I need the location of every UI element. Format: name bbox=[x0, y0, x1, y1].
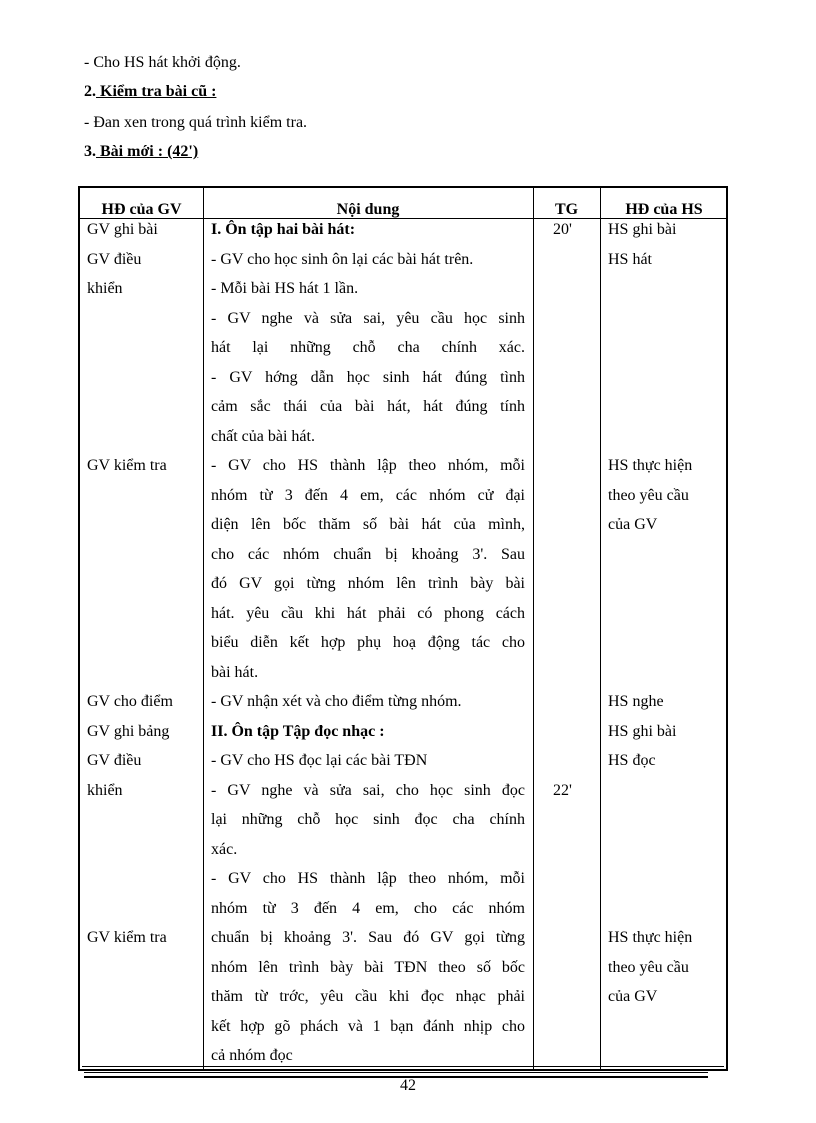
content-line: thăm từ trớc, yêu cầu khi đọc nhạc phải bbox=[211, 988, 525, 1005]
hs-cell: HS ghi bài bbox=[608, 722, 677, 740]
content-line: đó GV gọi từng nhóm lên trình bày bài bbox=[211, 575, 525, 592]
content-line: cho các nhóm chuẩn bị khoảng 3'. Sau bbox=[211, 545, 525, 563]
hs-cell: theo yêu cầu bbox=[608, 486, 689, 504]
gv-cell: khiển bbox=[87, 280, 123, 297]
section-heading-2-text: Kiểm tra bài cũ : bbox=[96, 83, 217, 100]
hs-cell: HS hát bbox=[608, 250, 652, 268]
column-divider bbox=[203, 188, 204, 1069]
gv-cell: GV điều bbox=[87, 752, 142, 769]
intro-line-1: - Cho HS hát khởi động. bbox=[84, 54, 241, 71]
content-line: hát. yêu cầu khi hát phải có phong cách bbox=[211, 604, 525, 622]
hs-cell: của GV bbox=[608, 516, 658, 533]
content-line: chuẩn bị khoảng 3'. Sau đó GV gọi từng bbox=[211, 929, 525, 946]
lesson-table bbox=[78, 186, 728, 1071]
column-divider bbox=[533, 188, 534, 1069]
content-line: bài hát. bbox=[211, 663, 259, 681]
section-heading-3-number: 3. bbox=[84, 143, 96, 160]
column-divider bbox=[600, 188, 601, 1069]
tg-cell: 20' bbox=[553, 221, 572, 238]
intro-line-2: - Đan xen trong quá trình kiểm tra. bbox=[84, 114, 308, 131]
tg-cell: 22' bbox=[553, 781, 572, 799]
content-line: nhóm từ 3 đến 4 em, các nhóm cử đại bbox=[211, 486, 525, 504]
gv-cell: GV kiểm tra bbox=[87, 457, 167, 474]
page-number: 42 bbox=[400, 1077, 416, 1094]
hs-cell: HS thực hiện bbox=[608, 929, 693, 946]
gv-cell: GV ghi bảng bbox=[87, 722, 170, 740]
hs-cell: theo yêu cầu bbox=[608, 958, 689, 976]
hs-cell: HS ghi bài bbox=[608, 221, 677, 238]
gv-cell: GV ghi bài bbox=[87, 221, 158, 238]
hs-cell: HS đọc bbox=[608, 752, 656, 769]
section-heading-3 bbox=[84, 142, 198, 162]
content-line: nhóm từ 3 đến 4 em, cho các nhóm bbox=[211, 899, 525, 917]
content-line: hát lại những chỗ cha chính xác. bbox=[211, 339, 525, 356]
gv-cell: GV điều bbox=[87, 250, 142, 268]
hs-cell: HS nghe bbox=[608, 693, 664, 710]
content-line: - GV cho HS thành lập theo nhóm, mỗi bbox=[211, 457, 525, 474]
gv-cell: GV kiểm tra bbox=[87, 929, 167, 946]
section-heading-3-text: Bài mới : (42') bbox=[96, 143, 199, 160]
hs-cell: của GV bbox=[608, 988, 658, 1005]
content-line: I. Ôn tập hai bài hát: bbox=[211, 221, 356, 238]
content-line: - GV nghe và sửa sai, cho học sinh đọc bbox=[211, 781, 525, 799]
content-line: kết hợp gõ phách và 1 bạn đánh nhịp cho bbox=[211, 1017, 525, 1035]
content-line: lại những chỗ học sinh đọc cha chính bbox=[211, 811, 525, 828]
header-hs: HĐ của HS bbox=[625, 201, 703, 218]
gv-cell: khiển bbox=[87, 781, 123, 799]
content-line: - GV hớng dẫn học sinh hát đúng tình bbox=[211, 368, 525, 386]
content-line: biểu diễn kết hợp phụ hoạ động tác cho bbox=[211, 634, 525, 651]
hs-cell: HS thực hiện bbox=[608, 457, 693, 474]
content-line: cả nhóm đọc bbox=[211, 1047, 293, 1064]
content-line: cảm sắc thái của bài hát, hát đúng tính bbox=[211, 398, 525, 415]
content-line: - GV cho HS đọc lại các bài TĐN bbox=[211, 752, 428, 769]
content-line: nhóm lên trình bày bài TĐN theo số bốc bbox=[211, 958, 525, 976]
header-tg: TG bbox=[554, 201, 579, 218]
section-heading-2 bbox=[84, 82, 216, 102]
content-line: diện lên bốc thăm số bài hát của mình, bbox=[211, 516, 525, 533]
content-line: xác. bbox=[211, 840, 238, 858]
content-line: - GV nhận xét và cho điểm từng nhóm. bbox=[211, 693, 462, 710]
content-line: - GV nghe và sửa sai, yêu cầu học sinh bbox=[211, 309, 525, 327]
content-line: chất của bài hát. bbox=[211, 427, 315, 445]
content-line: - Mỗi bài HS hát 1 lần. bbox=[211, 280, 359, 297]
content-line: II. Ôn tập Tập đọc nhạc : bbox=[211, 722, 385, 740]
content-line: - GV cho HS thành lập theo nhóm, mỗi bbox=[211, 870, 525, 887]
content-line: - GV cho học sinh ôn lại các bài hát trên. bbox=[211, 250, 474, 268]
section-heading-2-number: 2. bbox=[84, 83, 96, 100]
header-gv: HĐ của GV bbox=[101, 201, 182, 218]
header-content: Nội dung bbox=[336, 201, 400, 218]
gv-cell: GV cho điểm bbox=[87, 693, 173, 710]
